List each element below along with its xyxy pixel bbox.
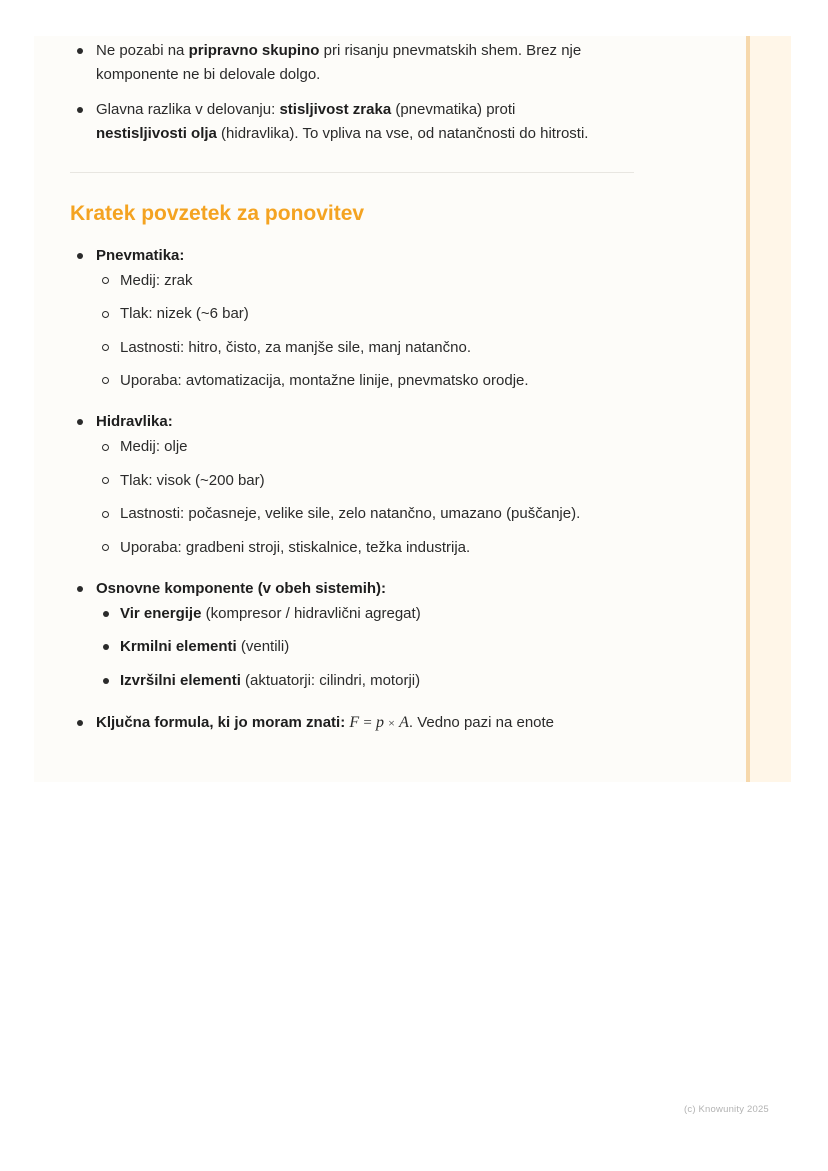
note-bold-term: stisljivost zraka [279, 101, 392, 118]
bullet-hollow-icon [102, 277, 109, 284]
hydraulics-item: Lastnosti: počasneje, velike sile, zelo natančno, umazano (puščanje). [120, 505, 581, 522]
bullet-hollow-icon [102, 511, 109, 518]
bullet-icon [77, 107, 83, 113]
note-glavna-razlika [96, 98, 656, 146]
hydraulics-item: Medij: olje [120, 438, 188, 455]
hydraulics-item: Tlak: visok (~200 bar) [120, 472, 265, 489]
bullet-icon [77, 586, 83, 592]
bullet-icon [77, 253, 83, 259]
note-text: pri risanju pnevmatskih shem. Brez nje [319, 42, 582, 59]
note-text: Ne pozabi na [96, 42, 189, 59]
bullet-icon [103, 678, 109, 684]
bullet-icon [103, 611, 109, 617]
note-text: (pnevmatika) proti [391, 101, 516, 118]
component-item [120, 635, 289, 659]
formula-var-a: A [399, 714, 409, 731]
formula-label: Ključna formula, ki jo moram znati: [96, 714, 346, 731]
formula-var-f: F [349, 714, 360, 731]
formula-equals: = [363, 715, 372, 731]
component-name: Vir energije [120, 605, 202, 622]
bullet-icon [77, 48, 83, 54]
component-desc: (ventili) [236, 638, 290, 655]
pneumatics-item: Medij: zrak [120, 272, 193, 289]
pneumatics-item: Lastnosti: hitro, čisto, za manjše sile, manj natančno. [120, 339, 472, 356]
formula-tail: . Vedno pazi na enote [408, 714, 555, 731]
bullet-icon [77, 419, 83, 425]
formula-var-p: p [375, 714, 384, 731]
note-text: (hidravlika). To vpliva na vse, od natančnosti do hitrosti. [216, 125, 589, 142]
bullet-icon [77, 720, 83, 726]
components-title: Osnovne komponente (v obeh sistemih): [96, 580, 387, 597]
bullet-hollow-icon [102, 477, 109, 484]
hydraulics-title: Hidravlika: [96, 413, 173, 430]
bullet-hollow-icon [102, 377, 109, 384]
note-text: Glavna razlika v delovanju: [96, 101, 280, 118]
bullet-hollow-icon [102, 444, 109, 451]
bullet-hollow-icon [102, 311, 109, 318]
component-name: Krmilni elementi [120, 638, 237, 655]
note-bold-term: nestisljivosti olja [96, 125, 217, 142]
pneumatics-item: Uporaba: avtomatizacija, montažne linije, pnevmatsko orodje. [120, 372, 529, 389]
formula-times: × [388, 716, 395, 730]
note-line [96, 122, 656, 146]
pneumatics-title: Pnevmatika: [96, 247, 185, 264]
note-text: komponente ne bi delovale dolgo. [96, 66, 321, 83]
bullet-icon [103, 644, 109, 650]
component-item [120, 669, 420, 693]
key-formula-line [96, 711, 554, 735]
bullet-hollow-icon [102, 544, 109, 551]
note-line [96, 39, 636, 63]
component-desc: (kompresor / hidravlični agregat) [201, 605, 421, 622]
side-accent-panel [746, 36, 791, 782]
note-bold-term: pripravno skupino [188, 42, 320, 59]
hydraulics-item: Uporaba: gradbeni stroji, stiskalnice, težka industrija. [120, 539, 471, 556]
note-line [96, 98, 656, 122]
section-divider [70, 172, 634, 173]
component-desc: (aktuatorji: cilindri, motorji) [240, 672, 421, 689]
note-pripravna-skupina [96, 39, 636, 87]
note-line [96, 63, 636, 87]
summary-heading: Kratek povzetek za ponovitev [70, 202, 365, 225]
copyright-footer: (c) Knowunity 2025 [684, 1104, 769, 1115]
bullet-hollow-icon [102, 344, 109, 351]
pneumatics-item: Tlak: nizek (~6 bar) [120, 305, 249, 322]
component-item [120, 602, 421, 626]
component-name: Izvršilni elementi [120, 672, 241, 689]
